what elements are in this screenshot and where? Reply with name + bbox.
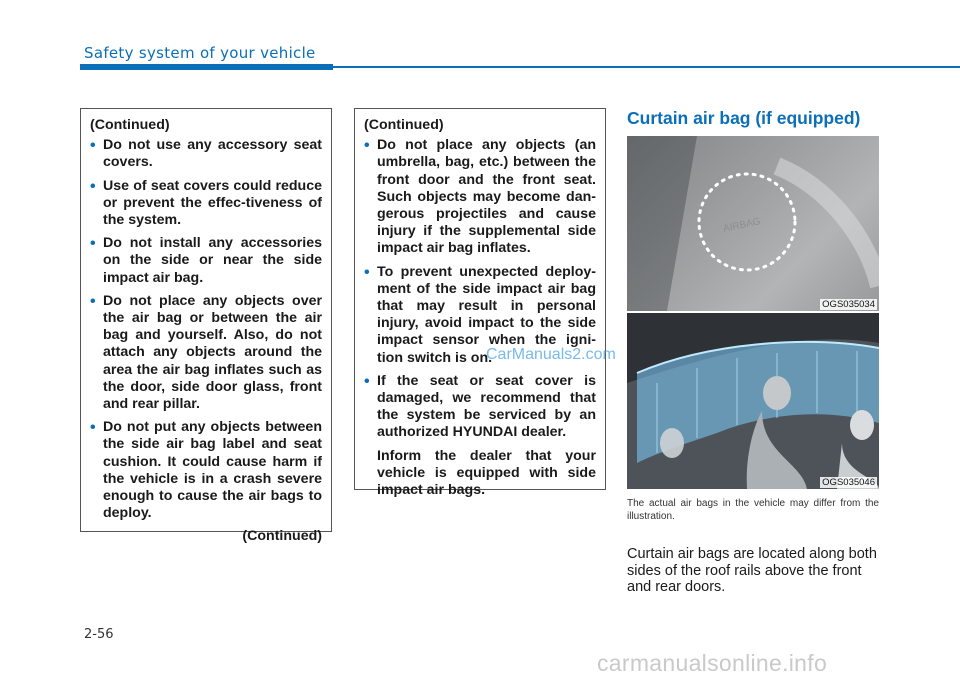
header-rule-line <box>333 66 960 68</box>
warning-list-middle <box>364 137 596 441</box>
warning-item: • Do not place any objects (an umbrella, bag, etc.) between the front door and the front seat. Such objects may become dan-gerous projectiles and cause injury if the supplemental side impact air bag inflates. <box>364 137 596 257</box>
watermark-center: CarManuals2.com <box>486 346 616 363</box>
warning-item: • Do not use any accessory seat covers. <box>90 137 322 171</box>
section-header-title: Safety system of your vehicle <box>84 44 316 62</box>
warning-item: • To prevent unexpected deploy-ment of the side impact air bag that may result in personal injury, avoid impact to the side impact sensor when the igni-tion switch is on. <box>364 264 596 367</box>
continued-label-top: (Continued) <box>364 117 444 133</box>
warning-item: • Use of seat covers could reduce or prevent the effec-tiveness of the system. <box>90 178 322 230</box>
figure-caption: The actual air bags in the vehicle may differ from the illustration. <box>627 498 879 522</box>
figure-code: OGS035046 <box>822 477 875 488</box>
curtain-airbag-illustration <box>627 313 879 489</box>
curtain-airbag-title: Curtain air bag (if equipped) <box>627 108 861 128</box>
header-rule-accent <box>80 64 333 70</box>
figure-code: OGS035034 <box>822 299 875 310</box>
continued-label-bottom: (Continued) <box>242 528 322 545</box>
warning-item: • Do not put any objects between the side air bag label and seat cushion. It could cause harm if the vehicle is in a crash severe enough to cause the air bags to deploy. <box>90 419 322 522</box>
warning-item: • Do not install any accessories on the side or near the side impact air bag. <box>90 235 322 287</box>
warning-box-left <box>80 108 332 545</box>
warning-box-middle <box>354 108 606 499</box>
airbag-label-illustration <box>627 136 879 311</box>
watermark-bottom: carmanualsonline.info <box>597 650 828 676</box>
pillar-illustration <box>627 136 879 311</box>
warning-item: • Do not place any objects over the air bag or between the air bag and yourself. Also, do not attach any objects around the area the air bag inflates such as the door, side door glass, front and rear pillar. <box>90 293 322 413</box>
warning-list-left <box>90 137 322 522</box>
curtain-airbag-description: Curtain air bags are located along both sides of the roof rails above the front and rear doors. <box>627 546 877 595</box>
airbag-emblem-text: AIRBAG <box>722 216 762 235</box>
cabin-illustration <box>627 313 879 489</box>
continued-label-top: (Continued) <box>90 117 170 133</box>
warning-item: • If the seat or seat cover is damaged, we recommend that the system be serviced by an authorized HYUNDAI dealer. <box>364 373 596 442</box>
page-number: 2-56 <box>84 627 114 642</box>
warning-note: Inform the dealer that your vehicle is equipped with side impact air bags. <box>377 447 596 499</box>
